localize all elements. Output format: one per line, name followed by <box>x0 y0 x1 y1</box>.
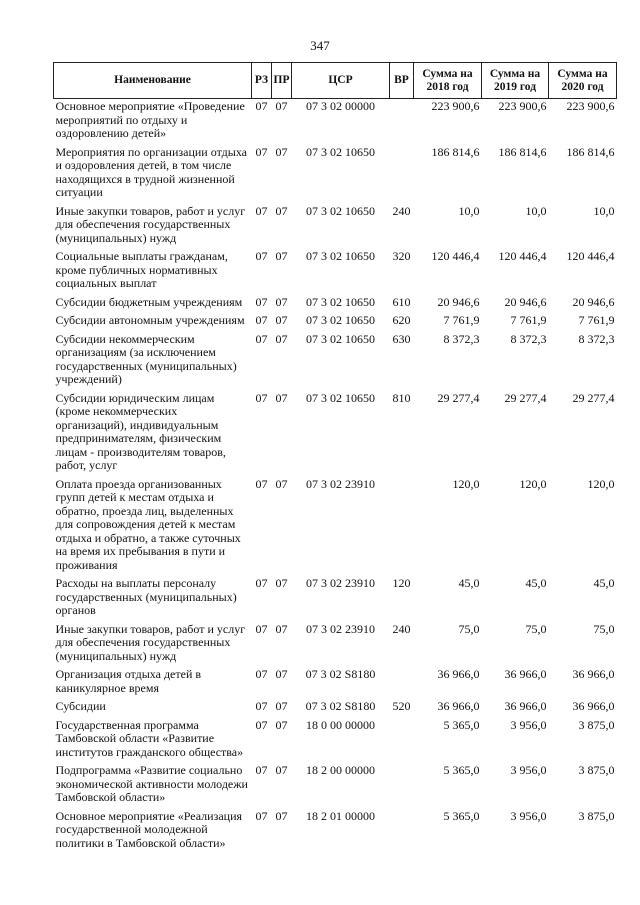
row-vr <box>390 667 414 699</box>
row-sum-2020: 8 372,3 <box>578 331 615 346</box>
table-row <box>54 667 617 699</box>
row-csr: 07 3 02 10650 <box>306 331 375 346</box>
row-csr: 07 3 02 S8180 <box>305 667 376 681</box>
row-name: Иные закупки товаров, работ и услуг для обеспечения государственных (муниципальных) нужд <box>55 621 246 663</box>
row-sum-2019: 223 900,6 <box>498 99 547 113</box>
row-sum-2020: 45,0 <box>593 576 615 590</box>
row-sum-2018: 8 372,3 <box>443 331 480 346</box>
row-sum-2018: 10,0 <box>458 203 480 218</box>
row-name: Основное мероприятие «Реализация государственной молодежной политики в Тамбовской области» <box>55 808 243 850</box>
row-pr: 07 <box>275 331 288 346</box>
row-sum-2019: 29 277,4 <box>504 390 547 405</box>
row-pr: 07 <box>275 99 288 113</box>
row-vr: 810 <box>392 390 411 405</box>
row-sum-2020: 120,0 <box>587 476 615 491</box>
row-name: Подпрограмма «Развитие социально экономической активности молодежи Тамбовской области» <box>55 763 248 804</box>
row-vr <box>390 99 414 145</box>
row-rz: 07 <box>255 808 268 823</box>
row-sum-2019: 120 446,4 <box>498 249 547 263</box>
row-sum-2019: 10,0 <box>525 203 547 218</box>
row-name: Иные закупки товаров, работ и услуг для обеспечения государственных (муниципальных) нужд <box>55 203 246 245</box>
row-csr: 18 0 00 00000 <box>306 717 375 732</box>
row-vr: 240 <box>392 621 411 636</box>
row-sum-2020: 186 814,6 <box>566 144 615 159</box>
row-csr: 07 3 02 10650 <box>306 294 375 309</box>
row-name: Государственная программа Тамбовской области «Развитие институтов гражданского общества» <box>55 717 244 759</box>
row-csr: 07 3 02 23910 <box>306 576 375 590</box>
row-csr: 07 3 02 10650 <box>306 249 375 263</box>
row-sum-2020: 36 966,0 <box>572 699 615 713</box>
row-pr: 07 <box>275 476 288 491</box>
row-csr: 07 3 02 10650 <box>306 203 375 218</box>
row-csr: 18 2 01 00000 <box>306 808 375 823</box>
row-rz: 07 <box>255 576 268 590</box>
row-sum-2018: 20 946,6 <box>437 294 480 309</box>
row-sum-2020: 3 875,0 <box>578 717 615 732</box>
row-pr: 07 <box>275 717 288 732</box>
row-sum-2018: 5 365,0 <box>443 717 480 732</box>
page-number: 347 <box>310 38 330 53</box>
row-name: Организация отдыха детей в каникулярное время <box>55 667 202 695</box>
row-csr: 07 3 02 23910 <box>306 621 375 636</box>
row-name: Расходы на выплаты персоналу государственных (муниципальных) органов <box>55 576 237 617</box>
row-pr: 07 <box>275 313 288 327</box>
table-row <box>54 809 617 855</box>
row-csr: 18 2 00 00000 <box>306 763 375 777</box>
table-row <box>54 622 617 668</box>
row-sum-2019: 7 761,9 <box>510 313 547 327</box>
row-csr: 07 3 02 23910 <box>306 476 375 491</box>
row-sum-2020: 20 946,6 <box>572 294 615 309</box>
row-name: Социальные выплаты гражданам, кроме публичных нормативных социальных выплат <box>55 249 228 290</box>
row-sum-2018: 29 277,4 <box>437 390 480 405</box>
row-vr: 320 <box>392 249 411 263</box>
row-sum-2018: 75,0 <box>458 621 480 636</box>
row-sum-2019: 3 956,0 <box>510 808 547 823</box>
table-row <box>54 295 617 314</box>
row-rz: 07 <box>255 390 268 405</box>
row-sum-2020: 29 277,4 <box>572 390 615 405</box>
column-header-sum-2018: Сумма на 2018 год <box>414 63 482 99</box>
column-header-name: Наименование <box>54 63 252 99</box>
column-header-csr: ЦСР <box>292 63 390 99</box>
row-csr: 07 3 02 10650 <box>306 390 375 405</box>
budget-table <box>53 62 617 854</box>
row-sum-2018: 5 365,0 <box>443 808 480 823</box>
row-sum-2019: 3 956,0 <box>510 717 547 732</box>
row-pr: 07 <box>275 667 288 681</box>
row-vr <box>390 718 414 764</box>
row-pr: 07 <box>275 576 288 590</box>
row-pr: 07 <box>275 621 288 636</box>
row-name: Субсидии некоммерческим организациям (за исключением государственных (муниципальных) учреждений) <box>55 331 237 386</box>
row-sum-2018: 5 365,0 <box>443 763 480 777</box>
row-vr: 610 <box>392 294 411 309</box>
row-name: Основное мероприятие «Проведение мероприятий по отдыху и оздоровлению детей» <box>55 99 245 140</box>
column-header-pr: ПР <box>272 63 292 99</box>
table-row <box>54 204 617 250</box>
row-sum-2020: 3 875,0 <box>578 808 615 823</box>
row-sum-2020: 36 966,0 <box>572 667 615 681</box>
row-sum-2018: 36 966,0 <box>437 667 480 681</box>
row-name: Мероприятия по организации отдыха и оздоровления детей, в том числе находящихся в трудной жизненной ситуации <box>55 144 247 199</box>
row-pr: 07 <box>275 294 288 309</box>
table-row <box>54 763 617 809</box>
row-sum-2019: 20 946,6 <box>504 294 547 309</box>
table-row <box>54 699 617 718</box>
column-header-sum-2019: Сумма на 2019 год <box>482 63 549 99</box>
table-row <box>54 145 617 204</box>
row-vr: 520 <box>392 699 411 713</box>
row-sum-2019: 45,0 <box>525 576 547 590</box>
column-header-vr: ВР <box>390 63 414 99</box>
row-sum-2019: 8 372,3 <box>510 331 547 346</box>
row-name: Субсидии юридическим лицам (кроме некоммерческих организаций), индивидуальным предпринимателям, физическим лицам - производителям товаров, работ, услуг <box>55 390 226 472</box>
row-name: Субсидии <box>55 699 106 713</box>
row-csr: 07 3 02 00000 <box>306 99 375 113</box>
row-sum-2020: 7 761,9 <box>578 313 615 327</box>
row-name: Оплата проезда организованных групп детей к местам отдыха и обратно, проезда лиц, выделенных для сопровождения детей к местам отдыха и обратно, а также суточных на время их пребывания в пути и проживания <box>55 476 241 572</box>
row-pr: 07 <box>275 699 288 713</box>
row-rz: 07 <box>255 476 268 491</box>
row-sum-2018: 120 446,4 <box>431 249 480 263</box>
table-row <box>54 332 617 391</box>
table-header-row <box>54 63 617 99</box>
row-rz: 07 <box>255 763 268 777</box>
row-vr: 240 <box>392 203 411 218</box>
row-sum-2018: 45,0 <box>458 576 480 590</box>
row-name: Субсидии бюджетным учреждениям <box>55 294 243 309</box>
table-row <box>54 718 617 764</box>
row-sum-2020: 10,0 <box>593 203 615 218</box>
table-row <box>54 99 617 145</box>
row-pr: 07 <box>275 203 288 218</box>
table-row <box>54 313 617 332</box>
row-csr: 07 3 02 10650 <box>306 144 375 159</box>
row-rz: 07 <box>255 99 268 113</box>
row-rz: 07 <box>255 294 268 309</box>
row-sum-2020: 75,0 <box>593 621 615 636</box>
row-vr <box>390 477 414 577</box>
row-pr: 07 <box>275 144 288 159</box>
row-sum-2018: 120,0 <box>452 476 480 491</box>
row-sum-2019: 186 814,6 <box>498 144 547 159</box>
column-header-rz: РЗ <box>252 63 272 99</box>
row-csr: 07 3 02 10650 <box>306 313 375 327</box>
row-rz: 07 <box>255 699 268 713</box>
row-sum-2018: 186 814,6 <box>431 144 480 159</box>
row-sum-2020: 3 875,0 <box>578 763 615 777</box>
row-sum-2019: 3 956,0 <box>510 763 547 777</box>
row-vr <box>390 809 414 855</box>
row-vr: 120 <box>392 576 411 590</box>
table-row <box>54 576 617 622</box>
column-header-sum-2020: Сумма на 2020 год <box>549 63 617 99</box>
row-vr: 620 <box>392 313 411 327</box>
row-sum-2019: 36 966,0 <box>504 667 547 681</box>
row-sum-2019: 120,0 <box>519 476 547 491</box>
row-rz: 07 <box>255 717 268 732</box>
row-pr: 07 <box>275 390 288 405</box>
row-rz: 07 <box>255 144 268 159</box>
row-sum-2018: 7 761,9 <box>443 313 480 327</box>
row-vr <box>390 763 414 809</box>
row-sum-2020: 120 446,4 <box>566 249 615 263</box>
row-sum-2018: 223 900,6 <box>431 99 480 113</box>
table-row <box>54 477 617 577</box>
row-rz: 07 <box>255 667 268 681</box>
row-rz: 07 <box>255 249 268 263</box>
table-row <box>54 391 617 477</box>
table-row <box>54 249 617 295</box>
row-sum-2020: 223 900,6 <box>566 99 615 113</box>
row-sum-2019: 36 966,0 <box>504 699 547 713</box>
row-csr: 07 3 02 S8180 <box>305 699 376 713</box>
row-sum-2019: 75,0 <box>525 621 547 636</box>
row-sum-2018: 36 966,0 <box>437 699 480 713</box>
row-vr: 630 <box>392 331 411 346</box>
row-rz: 07 <box>255 331 268 346</box>
row-rz: 07 <box>255 313 268 327</box>
row-rz: 07 <box>255 621 268 636</box>
row-pr: 07 <box>275 249 288 263</box>
row-pr: 07 <box>275 763 288 777</box>
row-rz: 07 <box>255 203 268 218</box>
row-name: Субсидии автономным учреждениям <box>55 313 245 327</box>
row-vr <box>390 145 414 204</box>
row-pr: 07 <box>275 808 288 823</box>
